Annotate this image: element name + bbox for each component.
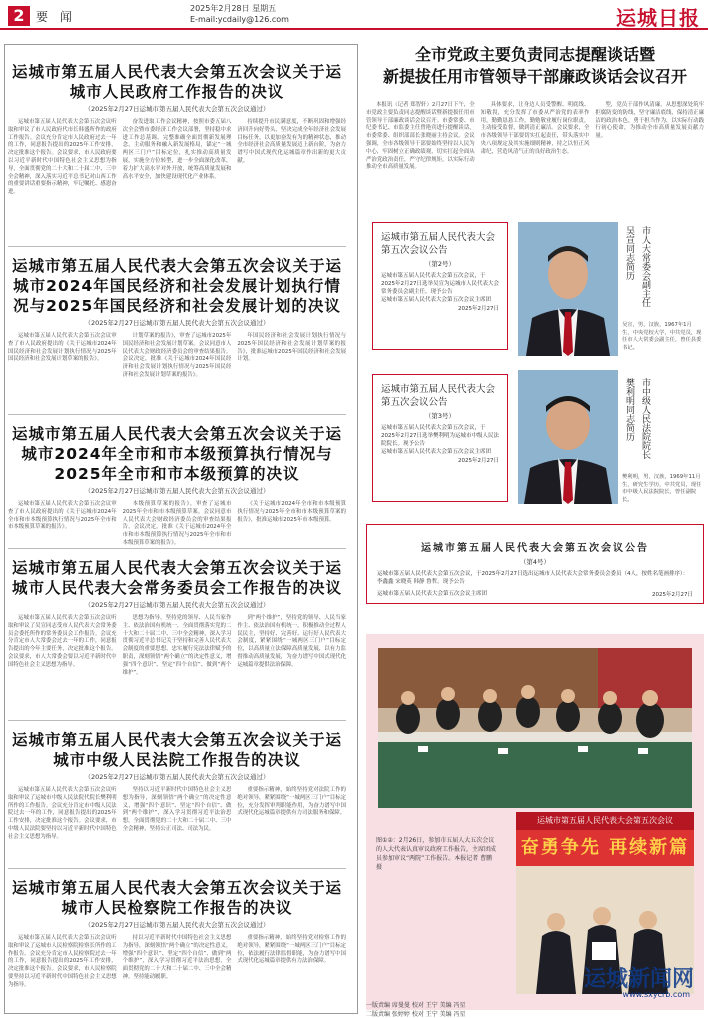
notice-text: 运城市第五届人民代表大会第五次会议，于2025年2月27日选出运城市人民代表大会常务委员会委员（4人，按姓名笔画排序）：李鑫鑫 宋晓英 韩静 鲁哲。现予公告 [377, 571, 689, 585]
divider [8, 868, 346, 869]
article-body-col: 运城市第五届人民代表大会第五次会议听取和审议了运城市人民检察院检察长所作的工作报告。会议充分肯定市人民检察院过去一年的工作，同意报告提出的2025年工作安排，决定批准这个报告。会议要求，市人民检察院要坚持以习近平新时代中国特色社会主义思想为指导。 [8, 935, 117, 988]
portrait-icon [518, 222, 618, 356]
credit-line: 一版责编 席曼曼 校对 王宁 美编 冯星 [366, 1002, 466, 1009]
lead-title-line: 新提拔任用市管领导干部廉政谈话会议召开 [382, 67, 687, 86]
person-title: 市人大常委会副主任 [640, 226, 650, 307]
lead-article [366, 44, 704, 222]
article-body-col: 持续提升市民满意度，不断巩固和增强经济回升向好势头，坚决完成全年经济社会发展目标任务，以更加奋发有为的精神状态，推动全市经济社会高质量发展迈上新台阶，为奋力谱写中国式现代化运城篇章作出新的更大贡献。 [237, 119, 347, 164]
meeting-photo-icon [378, 648, 692, 808]
article-body-col: 《关于运城市2024年全市和市本级预算执行情况与2025年全市和市本级预算草案的报告》，批准运城市2025年市本级预算。 [237, 501, 347, 523]
notice-date: 2025年2月27日 [652, 592, 693, 598]
lead-title-line: 全市党政主要负责同志提醒谈话暨 [414, 45, 655, 64]
notice-text: 运城市第五届人民代表大会第五次会议，于2025年2月27日选举吴宣为运城市人民代表大会常务委员会副主任。现予公告 [381, 273, 499, 295]
notice-issuer: 运城市第五届人民代表大会第五次会议主席团 [381, 449, 492, 455]
article-subtitle: （2025年2月27日运城市第五届人民代表大会第五次会议通过） [84, 773, 270, 781]
article-body-col: 奋发进取工作会议精神，按照市委五届八次全会暨市委经济工作会议部署，坚持稳中求进工作总基调，完整准确全面贯彻新发展理念，主动服务和融入新发展格局，锚定“一城两区三门户”目标定位，扎实推动高质量发展，实施全方位转型，进一步全面深化改革，着力扩大高水平对外开放，统筹高质量发展和高水平安全，加快建设现代化产业体系。 [122, 119, 232, 180]
notice-no2 [372, 222, 508, 350]
article-government-report [8, 62, 346, 211]
article-title: 运城市第五届人民代表大会第五次会议关于运城市人民代表大会常务委员会工作报告的决议 [11, 559, 342, 597]
contact-email: E-mail:ycdaily@126.com [190, 15, 289, 24]
divider [8, 246, 346, 247]
article-title: 运城市第五届人民代表大会第五次会议关于运城市2024年全市和市本级预算执行情况与2025年全市和市本级预算的决议 [11, 425, 342, 483]
article-body-col: 年国民经济和社会发展计划执行情况与2025年国民经济和社会发展计划草案的报告》，批准运城市2025年国民经济和社会发展计划。 [237, 333, 347, 363]
article-standing-committee [8, 558, 346, 685]
portrait-photo [518, 370, 618, 504]
person-name: 樊利明同志简历 [624, 378, 634, 441]
notice-text: 运城市第五届人民代表大会第五次会议，于2025年2月27日选举樊利明为运城市中级人民法院院长。现予公告 [381, 425, 499, 447]
article-procuratorate-report [8, 878, 346, 1005]
notice-title: 运城市第五届人民代表大会第五次会议公告 [381, 232, 496, 256]
article-body-col: 持以习近平新时代中国特色社会主义思想为指导，深刻领悟“两个确立”的决定性意义，增强“四个意识”、坚定“四个自信”、做到“两个维护”，深入学习贯彻习近平法治思想，全面贯彻党的二十大和二十届二中、三中全会精神，坚持能动履职。 [122, 935, 232, 980]
issue-date: 2025年2月28日 星期五 [190, 4, 277, 13]
lead-body-col: 本报讯（记者 郑智轩）2月27日下午，全市党政主要负责同志提醒谈话暨新提拔任用市管领导干部廉政谈话会议召开。市委常委、市纪委书记、市监委主任曾艳宾进行提醒谈话，市委常委、组织部部长张晓丽主持会议。会议强调，全市各级领导干部要始终坚持以人民为中心，牢固树立正确政绩观，切实扛起全面从严治党政治责任，严守纪律规矩，以实际行动推动全市高质量发展。 [366, 102, 475, 171]
article-subtitle: （2025年2月27日运城市第五届人民代表大会第五次会议通过） [84, 921, 270, 929]
article-body-col: 运城市第五届人民代表大会第五次会议审查了市人民政府提出的《关于运城市2024年全市和市本级预算执行情况与2025年全市和市本级预算草案的报告》。 [8, 501, 117, 531]
page-header [0, 0, 708, 30]
notice-no4 [366, 524, 704, 604]
notice-number: （第3号） [424, 412, 456, 420]
masthead-logo: 运城日报 [616, 6, 700, 30]
notice-date: 2025年2月27日 [458, 306, 499, 312]
divider [8, 548, 346, 549]
article-subtitle: （2025年2月27日运城市第五届人民代表大会第五次会议通过） [84, 105, 270, 113]
article-body-col: 重要指示精神，始终坚持党对法院工作的绝对领导，紧紧围绕“一城两区三门户”目标定位，充分发挥审判职能作用，为奋力谱写中国式现代化运城篇章提供有力司法服务和保障。 [237, 787, 347, 817]
article-subtitle: （2025年2月27日运城市第五届人民代表大会第五次会议通过） [84, 601, 270, 609]
lead-title [366, 44, 704, 88]
article-body-col: 运城市第五届人民代表大会第五次会议审查了市人民政府提出的《关于运城市2024年国民经济和社会发展计划执行情况与2025年国民经济和社会发展计划草案的报告》。 [8, 333, 117, 363]
article-court-report [8, 730, 346, 857]
portrait-photo [518, 222, 618, 356]
divider [8, 720, 346, 721]
article-body-col: 运城市第五届人民代表大会第五次会议听取和审议了吴宣同志受市人民代表大会常务委员会委托所作的常务委员会工作报告。会议充分肯定市人大常委会过去一年的工作，同意报告提出的今年主要任务，决定批准这个报告。会议要求，市人大常委会要以习近平新时代中国特色社会主义思想为指导。 [8, 615, 117, 668]
article-budget [8, 424, 347, 546]
notice-date: 2025年2月27日 [458, 458, 499, 464]
section-label: 要 闻 [36, 10, 76, 24]
notice-title: 运城市第五届人民代表大会第五次会议公告 [421, 543, 649, 554]
person-name: 吴宣同志简历 [624, 226, 634, 280]
editor-credits [366, 1000, 704, 1018]
page-number: 2 [8, 6, 30, 26]
notice-title: 运城市第五届人民代表大会第五次会议公告 [381, 384, 496, 408]
person-bio: 樊利明，男，汉族，1969年11月生，研究生学历，中共党员，现任市中级人民法院院长，曾任副院长。 [622, 474, 702, 503]
notice-no3 [372, 374, 508, 502]
notice-issuer: 运城市第五届人民代表大会第五次会议主席团 [377, 591, 488, 597]
lead-body-col: 型，党员干部作风清廉，从思想深处筑牢拒腐防变的防线，坚守廉洁底线，保持清正廉洁的政治本色，勇于担当作为，以实际行动践行初心使命，为推动全市高质量发展贡献力量。 [595, 102, 705, 140]
article-title: 运城市第五届人民代表大会第五次会议关于运城市中级人民法院工作报告的决议 [11, 731, 342, 769]
article-body-col: 运城市第五届人民代表大会第五次会议听取和审议了运城市中级人民法院代院长樊利明所作的工作报告。会议充分肯定市中级人民法院过去一年的工作，同意报告提出的2025年工作安排，决定批准这个报告。会议要求，市中级人民法院要坚持以习近平新时代中国特色社会主义思想为指导。 [8, 787, 117, 840]
portrait-icon [518, 370, 618, 504]
article-body-col: 坚持以习近平新时代中国特色社会主义思想为指导，深刻领悟“两个确立”的决定性意义，增强“四个意识”、坚定“四个自信”、做到“两个维护”，深入学习贯彻习近平法治思想，全面贯彻党的二十大和二十届二中、三中全会精神，坚持公正司法、司法为民。 [122, 787, 232, 832]
article-body-col: 到“两个维护”，坚持党的领导、人民当家作主、依法治国有机统一，积极推动全过程人民民主，坚持好、完善好、运行好人民代表大会制度，紧紧围绕“一城两区三门户”目标定位，以高质量立法保障高质量发展，以有力监督推动高质量发展，为奋力谱写中国式现代化运城篇章提供法治保障。 [237, 615, 347, 668]
divider [8, 414, 346, 415]
notice-issuer: 运城市第五届人民代表大会第五次会议主席团 [381, 297, 492, 303]
article-subtitle: （2025年2月27日运城市第五届人民代表大会第五次会议通过） [84, 319, 270, 327]
session-banner-header: 运城市第五届人民代表大会第五次会议 [516, 812, 694, 830]
article-title: 运城市第五届人民代表大会第五次会议关于运城市人民检察院工作报告的决议 [11, 879, 342, 917]
article-body-col: 重要指示精神，始终坚持党对检察工作的绝对领导，紧紧围绕“一城两区三门户”目标定位，依法履行法律监督职能，为奋力谱写中国式现代化运城篇章提供有力法治保障。 [237, 935, 347, 965]
article-title: 运城市第五届人民代表大会第五次会议关于运城市2024年国民经济和社会发展计划执行情况与2025年国民经济和社会发展计划的决议 [11, 257, 342, 315]
credit-line: 二版责编 张婷婷 校对 王宁 美编 冯星 [366, 1011, 466, 1018]
lead-body-col: 具体要求，让身边人员受警醒、明底线、知敬畏，充分发挥了市委从严治党的表率作用，勤勤恳恳工作，勤勉敬业履行岗位职责，主动接受监督，做到清正廉洁。会议要求，全市各级领导干部要切实扛起责任，带头落实中央八项规定及其实施细则精神，持之以恒正风肃纪，营造风清气正的良好政治生态。 [480, 102, 590, 155]
article-subtitle: （2025年2月27日运城市第五届人民代表大会第五次会议通过） [84, 487, 270, 495]
article-body-col: 计划草案的报告》，审查了运城市2025年国民经济和社会发展计划草案。会议同意市人民代表大会财政经济委员会的审查结果报告。会议决定，批准《关于运城市2024年国民经济和社会发展计划执行情况与2025年国民经济和社会发展计划草案的报告》。 [122, 333, 232, 378]
article-title: 运城市第五届人民代表大会第五次会议关于运城市人民政府工作报告的决议 [11, 63, 342, 101]
article-body-col: 本级预算草案的报告》，审查了运城市2025年全市和市本级预算草案。会议同意市人民代表大会财政经济委员会的审查结果报告。会议决定，批准《关于运城市2024年全市和市本级预算执行情况与2025年全市和市本级预算草案的报告》。 [122, 501, 232, 546]
photo-caption: 图①②：2月26日，参加市五届人大五次会议的人大代表认真审议政府工作报告，主席团成员参加审议“两院”工作报告。本报记者 曹鹏 摄 [376, 837, 497, 871]
watermark-url: www.sxycrb.com [622, 990, 690, 999]
session-banner: 奋勇争先 再续新篇 [516, 830, 694, 866]
person-bio: 吴宣，男，汉族，1967年1月生，中央党校大学，中共党员，现任市人大常委会副主任，曾任县委书记。 [622, 322, 702, 351]
article-body-col: 运城市第五届人民代表大会第五次会议听取和审议了市人民政府代市长韩盛所作的政府工作报告。会议充分肯定市人民政府过去一年的工作，同意报告提出的2025年工作安排，决定批准这个报告。会议要求，市人民政府要以习近平新时代中国特色社会主义思想为指导，全面贯彻党的二十大和二十届二中、三中全会精神，深入落实习近平总书记对山西工作的重要讲话重要指示精神，牢记嘱托、感恩奋进。 [8, 119, 117, 196]
notice-number: （第4号） [519, 558, 551, 566]
watermark-logo: 运城新闻网 [583, 967, 694, 992]
notice-number: （第2号） [424, 260, 456, 268]
person-title: 市中级人民法院院长 [640, 378, 650, 459]
article-economic-plan [8, 256, 346, 377]
photo-feature [366, 634, 704, 1010]
meeting-photo [378, 648, 692, 808]
article-body-col: 思想为指导，坚持党的领导、人民当家作主、依法治国有机统一，全面贯彻落实党的二十大和二十届二中、三中全会精神，深入学习贯彻习近平总书记关于坚持和完善人民代表大会制度的重要思想，忠实履行宪法法律赋予的职责，深刻领悟“两个确立”的决定性意义，增强“四个意识”、坚定“四个自信”、做到“两个维护”。 [122, 615, 232, 676]
